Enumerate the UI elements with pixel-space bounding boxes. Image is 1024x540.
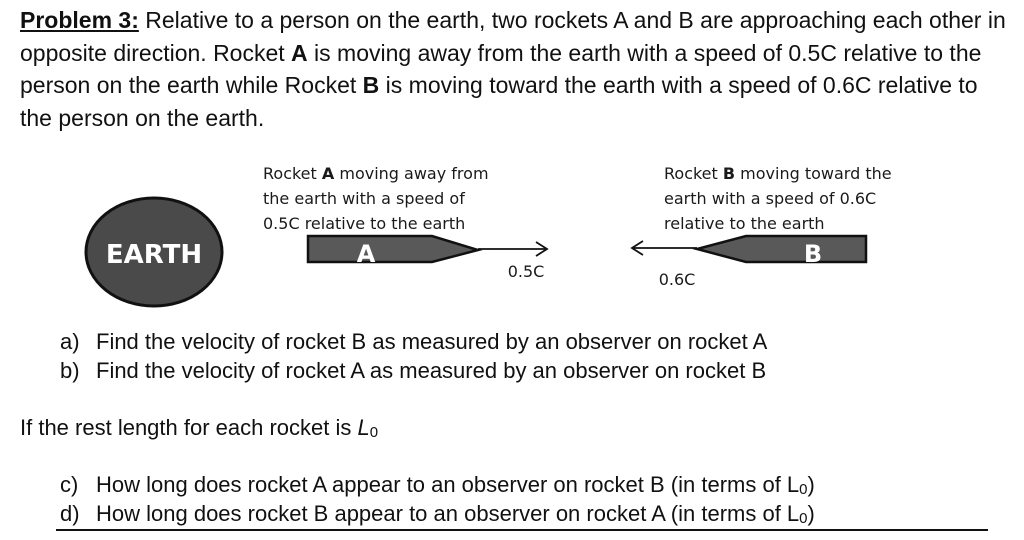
question-c-tail: ) [807, 472, 815, 497]
rocket-b-bold: B [362, 72, 380, 98]
question-b-text: Find the velocity of rocket A as measured by an observer on rocket B [96, 358, 767, 383]
rocket-b-caption-text-2: moving toward the [735, 164, 892, 183]
rocket-a-bold: A [291, 39, 308, 66]
rocket-a-speed: 0.5C [507, 262, 545, 281]
question-a-text: Find the velocity of rocket B as measured by an observer on rocket A [96, 329, 768, 354]
question-a [60, 327, 767, 356]
question-c-subscript: 0 [799, 481, 808, 498]
rocket-b-caption-bold: B [722, 164, 736, 183]
question-d-label: d) [60, 501, 80, 526]
rest-length-statement [20, 413, 378, 447]
question-c-label: c) [60, 472, 79, 497]
question-d-tail: ) [807, 501, 815, 526]
rocket-b-label: B [803, 240, 823, 268]
rocket-b-body [697, 236, 866, 262]
rocket-a-caption-text-2: moving away from [334, 164, 489, 183]
question-c-text: How long does rocket A appear to an observer on rocket B (in terms of L [96, 472, 800, 497]
rest-length-symbol: L [357, 415, 370, 440]
rocket-b-caption-line2: earth with a speed of 0.6C [664, 189, 877, 208]
intro-text-3: is moving toward the earth with a speed of 0.6C relative to the person on the earth. [20, 72, 978, 131]
bottom-rule [56, 529, 988, 531]
rocket-a-label: A [356, 240, 376, 268]
rest-length-subscript: 0 [369, 424, 379, 441]
rocket-a-caption-text: Rocket [263, 164, 322, 183]
rocket-b-speed: 0.6C [658, 270, 696, 289]
earth-label: EARTH [105, 240, 203, 270]
question-b-label: b) [60, 358, 80, 383]
problem-heading: Problem 3: [20, 7, 139, 33]
rocket-a-caption-line3: 0.5C relative to the earth [263, 214, 466, 233]
question-a-label: a) [60, 329, 80, 354]
question-d-text: How long does rocket B appear to an observer on rocket A (in terms of L [96, 501, 800, 526]
question-b [60, 356, 766, 385]
intro-text-1: Relative to a person on the earth, two rockets A and B are approaching each other in opposite direction. Rocket [20, 7, 1006, 66]
rocket-b-caption-line3: relative to the earth [664, 214, 825, 233]
rocket-a-caption-bold: A [321, 164, 335, 183]
rocket-b-caption-text: Rocket [664, 164, 723, 183]
intro-text-2: is moving away from the earth with a speed of 0.5C relative to the person on the earth while Rocket [20, 39, 982, 98]
question-d [60, 499, 815, 533]
rest-length-text: If the rest length for each rocket is [20, 415, 358, 440]
rocket-a-body [308, 236, 478, 262]
rocket-a-caption-line2: the earth with a speed of [263, 189, 465, 208]
question-d-subscript: 0 [799, 510, 808, 527]
